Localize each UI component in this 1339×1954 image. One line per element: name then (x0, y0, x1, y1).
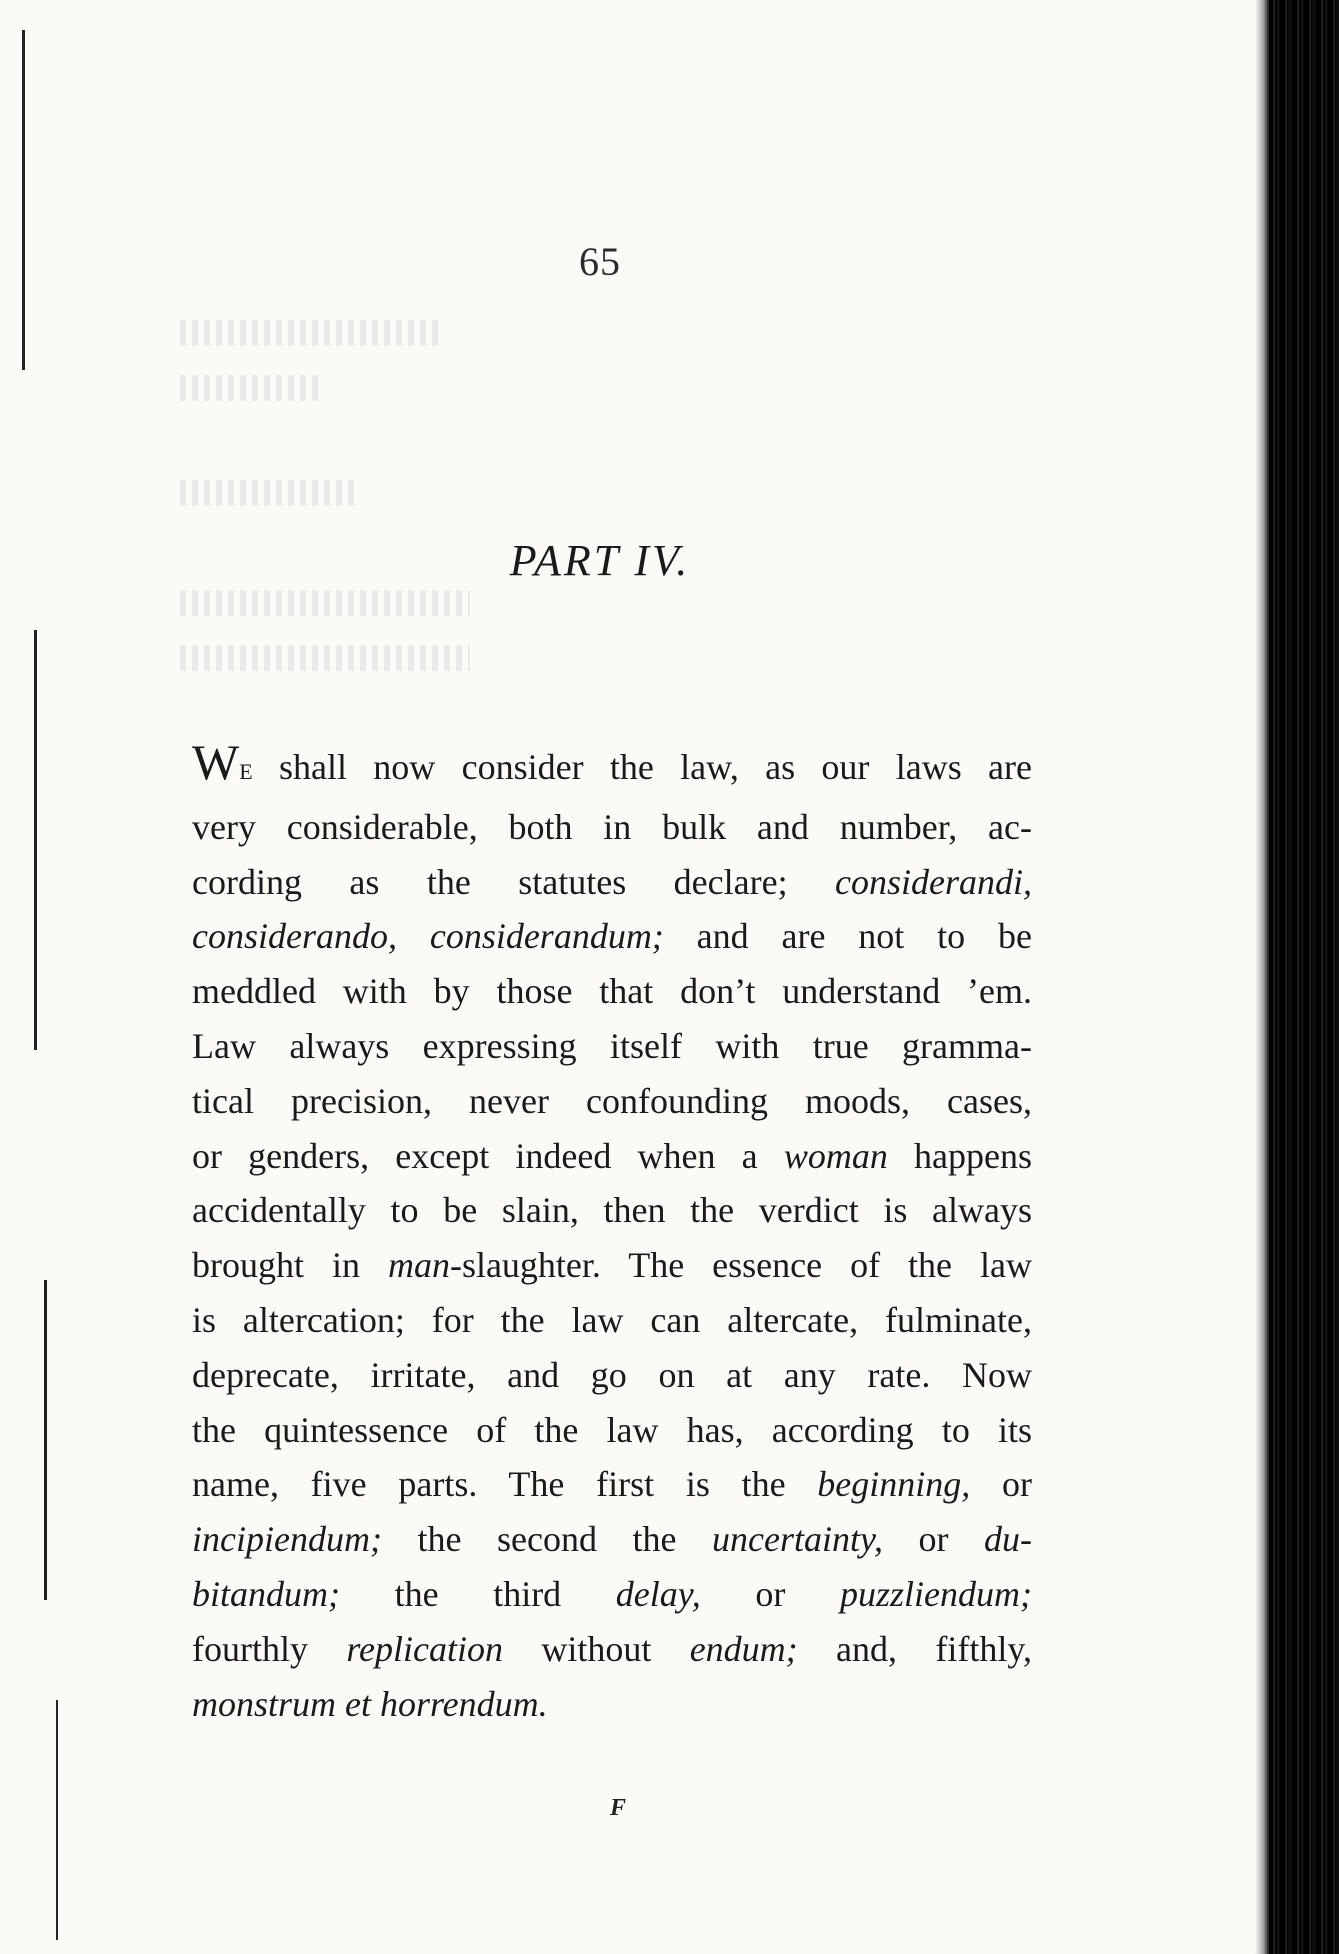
text-line (192, 800, 1032, 855)
text-run: or (882, 1519, 984, 1560)
italic-text: endum; (689, 1628, 798, 1669)
text-run: the quintessence of the law has, according to its (192, 1409, 1032, 1450)
text-line (192, 1403, 1032, 1458)
italic-text: considerandi, (835, 861, 1032, 902)
text-run: the third (340, 1573, 616, 1614)
italic-text: considerando, considerandum; (192, 916, 664, 957)
show-through-ghost-text (180, 590, 470, 616)
part-title: PART IV. (509, 536, 691, 585)
italic-text: puzzliendum; (839, 1573, 1032, 1614)
italic-text: bitandum; (192, 1573, 340, 1614)
italic-text: woman (783, 1135, 888, 1176)
text-run: fourthly (192, 1628, 347, 1669)
text-run: without (502, 1628, 690, 1669)
text-run: Law always expressing itself with true gramma- (192, 1025, 1032, 1066)
text-run: and, fifthly, (797, 1628, 1033, 1669)
text-run: happens (887, 1135, 1033, 1176)
show-through-ghost-text (180, 320, 440, 346)
text-line (192, 1677, 1032, 1732)
text-run: name, five parts. The first is the (192, 1464, 818, 1505)
italic-text: delay, (615, 1573, 701, 1614)
left-margin-mark (22, 30, 25, 370)
text-run: or (970, 1464, 1032, 1505)
text-run: the second the (381, 1519, 712, 1560)
italic-text: beginning, (817, 1464, 971, 1505)
drop-cap: W (192, 734, 240, 790)
text-run: or genders, except indeed when a (192, 1135, 784, 1176)
italic-text: replication (346, 1628, 503, 1669)
text-line (192, 735, 1032, 800)
text-run: shall now consider the law, as our laws are (252, 747, 1032, 787)
body-paragraph (192, 735, 1032, 1731)
show-through-ghost-text (180, 375, 320, 401)
text-line (192, 1567, 1032, 1622)
page-number: 65 (579, 239, 621, 284)
text-run: E (239, 759, 253, 784)
book-binding (1269, 0, 1339, 1954)
text-run: cording as the statutes declare; (192, 861, 836, 902)
italic-text: monstrum et horrendum. (192, 1683, 548, 1724)
text-line (192, 1129, 1032, 1184)
text-line (192, 1457, 1032, 1512)
signature-mark: F (610, 1795, 627, 1821)
text-run: tical precision, never confounding moods, cases, (192, 1080, 1032, 1121)
left-margin-mark (56, 1700, 58, 1940)
text-line (192, 1293, 1032, 1348)
show-through-ghost-text (180, 645, 470, 671)
binding-shadow (1255, 0, 1269, 1954)
italic-text: uncertainty, (711, 1519, 883, 1560)
text-run: or (700, 1573, 840, 1614)
text-run: accidentally to be slain, then the verdict is always (192, 1190, 1032, 1231)
text-line (192, 1622, 1032, 1677)
left-margin-mark (34, 630, 37, 1050)
show-through-ghost-text (180, 480, 360, 506)
text-run: very considerable, both in bulk and number, ac- (192, 806, 1032, 847)
text-run: brought in (192, 1245, 388, 1286)
italic-text: man (387, 1245, 450, 1286)
text-run: -slaughter. The essence of the law (449, 1245, 1032, 1286)
text-line (192, 1019, 1032, 1074)
text-line (192, 909, 1032, 964)
text-line (192, 855, 1032, 910)
text-run: and are not to be (663, 916, 1033, 957)
text-line (192, 1348, 1032, 1403)
text-run: deprecate, irritate, and go on at any rate. Now (192, 1354, 1032, 1395)
italic-text: du- (984, 1519, 1032, 1560)
text-line (192, 1183, 1032, 1238)
italic-text: incipiendum; (192, 1519, 382, 1560)
text-run: meddled with by those that don’t understand ’em. (192, 971, 1032, 1012)
text-line (192, 1238, 1032, 1293)
text-run: is altercation; for the law can altercate, fulminate, (192, 1299, 1032, 1340)
text-line (192, 964, 1032, 1019)
left-margin-mark (44, 1280, 47, 1600)
text-line (192, 1512, 1032, 1567)
text-line (192, 1074, 1032, 1129)
